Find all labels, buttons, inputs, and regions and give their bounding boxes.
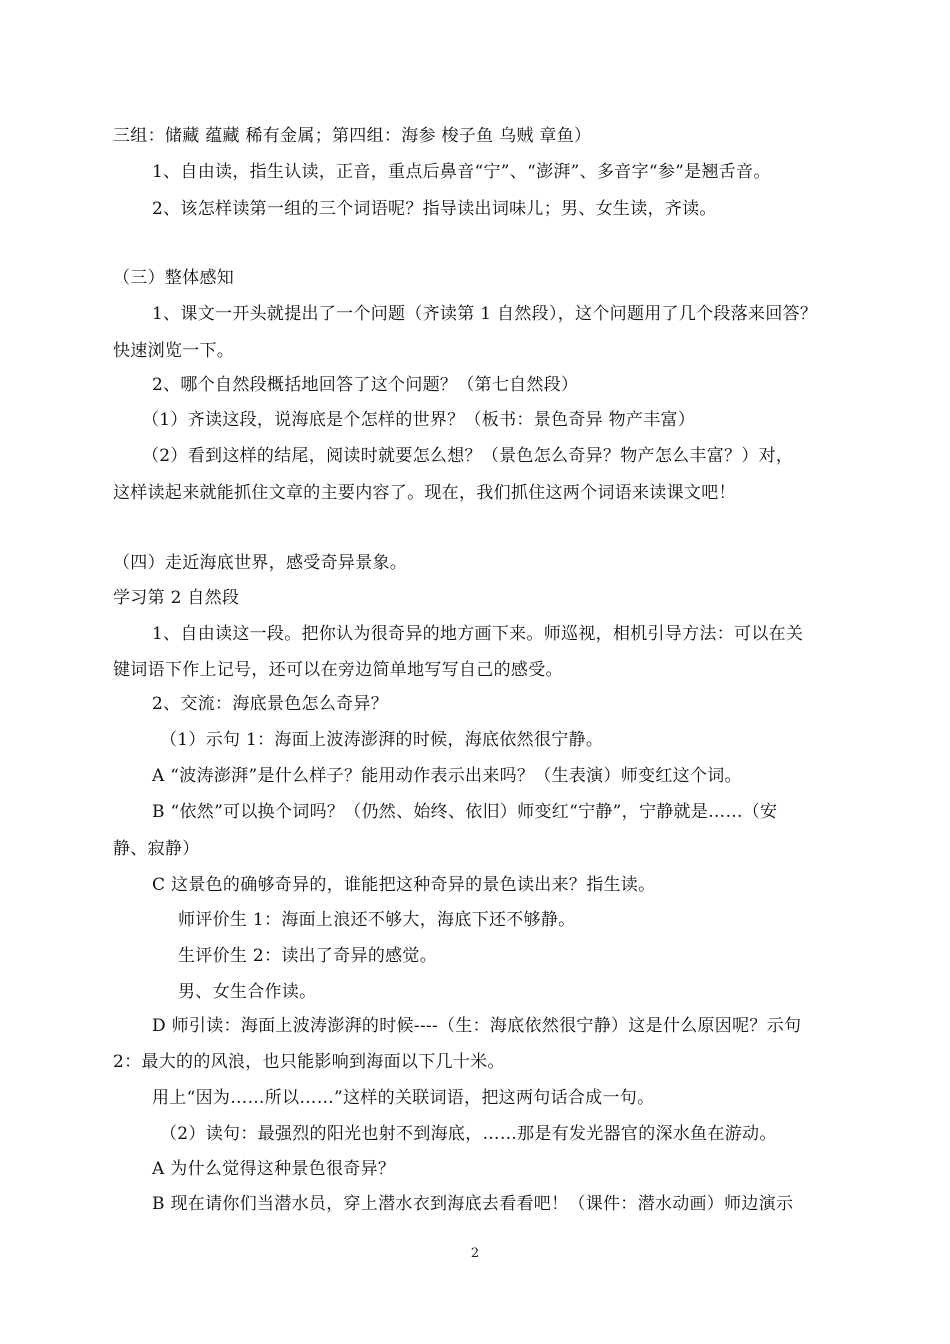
text-line: 学习第 2 自然段 bbox=[113, 588, 240, 608]
text-line: 师评价生 1：海面上浪还不够大，海底下还不够静。 bbox=[178, 910, 576, 930]
section-heading: （四）走近海底世界，感受奇异景象。 bbox=[113, 553, 408, 573]
text-line: （2）看到这样的结尾，阅读时就要怎么想？（景色怎么奇异？物产怎么丰富？）对， bbox=[142, 446, 794, 466]
text-line: 1、自由读这一段。把你认为很奇异的地方画下来。师巡视，相机引导方法：可以在关 bbox=[152, 624, 804, 644]
text-line: 键词语下作上记号，还可以在旁边简单地写写自己的感受。 bbox=[113, 660, 563, 680]
text-line: 用上“因为……所以……”这样的关联词语，把这两句话合成一句。 bbox=[152, 1088, 655, 1108]
text-line: 这样读起来就能抓住文章的主要内容了。现在，我们抓住这两个词语来读课文吧！ bbox=[113, 483, 736, 503]
text-line: 快速浏览一下。 bbox=[113, 341, 235, 361]
text-line: 生评价生 2：读出了奇异的感觉。 bbox=[178, 946, 438, 966]
text-line: （1）示句 1：海面上波涛澎湃的时候，海底依然很宁静。 bbox=[160, 730, 604, 750]
text-line: A “波涛澎湃”是什么样子？能用动作表示出来吗？（生表演）师变红这个词。 bbox=[152, 766, 742, 786]
text-line: 2、哪个自然段概括地回答了这个问题？（第七自然段） bbox=[152, 375, 579, 395]
text-line: 三组：储藏 蕴藏 稀有金属；第四组：海参 梭子鱼 乌贼 章鱼） bbox=[113, 126, 592, 146]
text-line: （1）齐读这段，说海底是个怎样的世界？（板书：景色奇异 物产丰富） bbox=[142, 410, 696, 430]
text-line: 1、自由读，指生认读，正音，重点后鼻音“宁”、“澎湃”、多音字“参”是翘舌音。 bbox=[152, 162, 771, 182]
text-line: （2）读句：最强烈的阳光也射不到海底，……那是有发光器官的深水鱼在游动。 bbox=[160, 1124, 777, 1144]
text-line: 1、课文一开头就提出了一个问题（齐读第 1 自然段），这个问题用了几个段落来回答？ bbox=[152, 304, 818, 324]
section-heading: （三）整体感知 bbox=[113, 268, 235, 288]
text-line: 静、寂静） bbox=[113, 839, 200, 859]
text-line: 2、该怎样读第一组的三个词语呢？指导读出词味儿；男、女生读，齐读。 bbox=[152, 199, 717, 219]
text-line: B 现在请你们当潜水员，穿上潜水衣到海底去看看吧！（课件：潜水动画）师边演示 bbox=[152, 1194, 794, 1214]
text-line: A 为什么觉得这种景色很奇异？ bbox=[152, 1159, 396, 1179]
text-line: 2、交流：海底景色怎么奇异？ bbox=[152, 694, 389, 714]
text-line: C 这景色的确够奇异的，谁能把这种奇异的景色读出来？指生读。 bbox=[152, 875, 656, 895]
text-line: D 师引读：海面上波涛澎湃的时候----（生：海底依然很宁静）这是什么原因呢？示句 bbox=[152, 1016, 802, 1036]
text-line: 2：最大的的风浪，也只能影响到海面以下几十米。 bbox=[113, 1052, 505, 1072]
text-line: B “依然”可以换个词吗？（仍然、始终、依旧）师变红“宁静”，宁静就是……（安 bbox=[152, 802, 778, 822]
page-number: 2 bbox=[470, 1246, 480, 1261]
text-line: 男、女生合作读。 bbox=[178, 982, 317, 1002]
